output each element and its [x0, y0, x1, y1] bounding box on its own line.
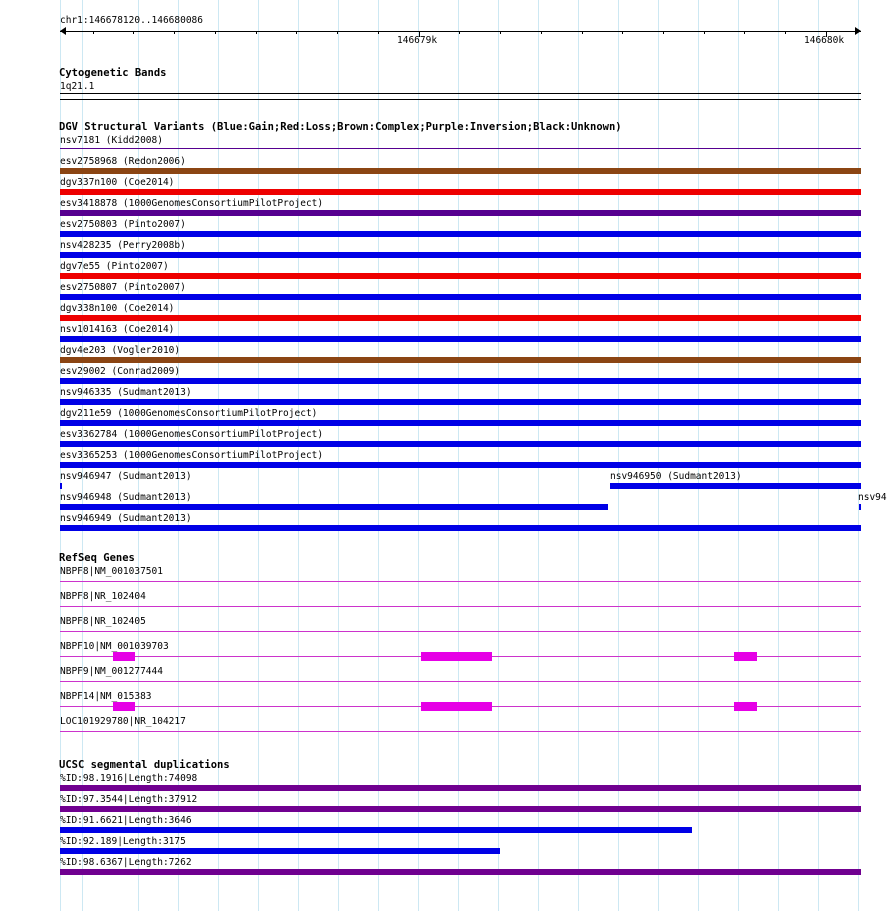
dgv-variant-label[interactable]: dgv7e55 (Pinto2007)	[60, 261, 169, 272]
refseq-gene-label[interactable]: NBPF8|NR_102405	[60, 616, 146, 627]
ruler-tick	[459, 31, 460, 34]
ruler-tick-label: 146679k	[397, 35, 438, 46]
grid-line	[698, 0, 699, 911]
ruler-tick	[500, 31, 501, 34]
dgv-variant-bar[interactable]	[60, 483, 62, 489]
refseq-gene-label[interactable]: NBPF10|NM_001039703	[60, 641, 169, 652]
ruler-position-label: chr1:146678120..146680086	[60, 15, 203, 26]
dgv-variant-label[interactable]: esv3362784 (1000GenomesConsortiumPilotProject)	[60, 429, 324, 440]
dgv-variant-label[interactable]: nsv7181 (Kidd2008)	[60, 135, 163, 146]
dgv-variant-label[interactable]: nsv94	[858, 492, 887, 503]
dgv-variant-bar[interactable]	[60, 399, 861, 405]
ruler-tick	[337, 31, 338, 34]
segdup-bar[interactable]	[60, 827, 692, 833]
segdup-label[interactable]: %ID:98.1916|Length:74098	[60, 773, 198, 784]
dgv-variant-label[interactable]: dgv338n100 (Coe2014)	[60, 303, 175, 314]
refseq-gene-label[interactable]: NBPF14|NM_015383	[60, 691, 152, 702]
ruler-tick	[744, 31, 745, 34]
ruler-tick	[174, 31, 175, 34]
grid-line	[778, 0, 779, 911]
dgv-variant-label[interactable]: nsv946335 (Sudmant2013)	[60, 387, 192, 398]
dgv-variant-label[interactable]: nsv1014163 (Coe2014)	[60, 324, 175, 335]
ruler-tick	[256, 31, 257, 34]
dgv-variant-label[interactable]: nsv946947 (Sudmant2013)	[60, 471, 192, 482]
segdup-track-title: UCSC segmental duplications	[59, 759, 230, 771]
dgv-variant-bar[interactable]	[60, 210, 861, 216]
refseq-gene-label[interactable]: NBPF9|NM_001277444	[60, 666, 163, 677]
dgv-variant-bar[interactable]	[60, 168, 861, 174]
segdup-bar[interactable]	[60, 806, 861, 812]
grid-line	[738, 0, 739, 911]
dgv-variant-bar[interactable]	[859, 504, 861, 510]
ruler-tick	[296, 31, 297, 34]
dgv-variant-bar[interactable]	[60, 357, 861, 363]
gene-intron-line[interactable]	[60, 606, 861, 607]
cytoband-label[interactable]: 1q21.1	[60, 81, 95, 92]
grid-line	[658, 0, 659, 911]
dgv-variant-bar[interactable]	[60, 252, 861, 258]
gene-exon[interactable]	[421, 702, 492, 711]
segdup-bar[interactable]	[60, 785, 861, 791]
segdup-bar[interactable]	[60, 848, 500, 854]
dgv-variant-label[interactable]: nsv946948 (Sudmant2013)	[60, 492, 192, 503]
ruler-tick	[704, 31, 705, 34]
dgv-variant-bar[interactable]	[60, 294, 861, 300]
gene-intron-line[interactable]	[60, 581, 861, 582]
grid-line	[338, 0, 339, 911]
dgv-variant-bar[interactable]	[60, 378, 861, 384]
cytoband-top-line	[60, 93, 861, 94]
segdup-label[interactable]: %ID:92.189|Length:3175	[60, 836, 186, 847]
dgv-variant-label[interactable]: esv29002 (Conrad2009)	[60, 366, 181, 377]
gene-exon[interactable]	[734, 652, 757, 661]
gene-exon[interactable]	[113, 702, 135, 711]
dgv-variant-label[interactable]: nsv946949 (Sudmant2013)	[60, 513, 192, 524]
dgv-variant-label[interactable]: nsv428235 (Perry2008b)	[60, 240, 186, 251]
gene-intron-line[interactable]	[60, 731, 861, 732]
grid-line	[458, 0, 459, 911]
dgv-variant-label[interactable]: esv2758968 (Redon2006)	[60, 156, 186, 167]
ruler-tick	[785, 31, 786, 34]
refseq-gene-label[interactable]: NBPF8|NR_102404	[60, 591, 146, 602]
grid-line	[378, 0, 379, 911]
ruler-axis	[60, 31, 861, 32]
dgv-variant-label[interactable]: esv2750807 (Pinto2007)	[60, 282, 186, 293]
segdup-bar[interactable]	[60, 869, 861, 875]
gene-exon[interactable]	[734, 702, 757, 711]
grid-line	[578, 0, 579, 911]
ruler-tick	[133, 31, 134, 34]
gene-intron-line[interactable]	[60, 631, 861, 632]
ruler-left-arrow-icon	[60, 27, 66, 35]
grid-line	[818, 0, 819, 911]
dgv-variant-label[interactable]: dgv337n100 (Coe2014)	[60, 177, 175, 188]
ruler-tick	[215, 31, 216, 34]
dgv-variant-bar[interactable]	[60, 273, 861, 279]
dgv-variant-label[interactable]: nsv946950 (Sudmant2013)	[610, 471, 742, 482]
ruler-tick	[582, 31, 583, 34]
ruler-tick	[541, 31, 542, 34]
cytoband-bottom-line	[60, 99, 861, 100]
dgv-variant-label[interactable]: esv3418878 (1000GenomesConsortiumPilotProject)	[60, 198, 324, 209]
segdup-label[interactable]: %ID:98.6367|Length:7262	[60, 857, 192, 868]
dgv-variant-bar[interactable]	[60, 462, 861, 468]
dgv-variant-label[interactable]: dgv4e203 (Vogler2010)	[60, 345, 181, 356]
grid-line	[418, 0, 419, 911]
segdup-label[interactable]: %ID:91.6621|Length:3646	[60, 815, 192, 826]
ruler-tick	[93, 31, 94, 34]
segdup-label[interactable]: %ID:97.3544|Length:37912	[60, 794, 198, 805]
dgv-variant-bar[interactable]	[60, 525, 861, 531]
refseq-gene-label[interactable]: LOC101929780|NR_104217	[60, 716, 186, 727]
gene-exon[interactable]	[113, 652, 135, 661]
ruler-tick-label: 146680k	[804, 35, 845, 46]
dgv-track-title: DGV Structural Variants (Blue:Gain;Red:Loss;Brown:Complex;Purple:Inversion;Black:Unknown)	[59, 121, 622, 133]
dgv-variant-label[interactable]: esv3365253 (1000GenomesConsortiumPilotProject)	[60, 450, 324, 461]
cytoband-track-title: Cytogenetic Bands	[59, 67, 167, 79]
ruler-tick	[378, 31, 379, 34]
dgv-variant-bar[interactable]	[60, 441, 861, 447]
dgv-variant-bar[interactable]	[60, 504, 608, 510]
gene-exon[interactable]	[421, 652, 492, 661]
dgv-variant-bar[interactable]	[60, 231, 861, 237]
refseq-track-title: RefSeq Genes	[59, 552, 135, 564]
refseq-gene-label[interactable]: NBPF8|NM_001037501	[60, 566, 163, 577]
dgv-variant-bar[interactable]	[60, 420, 861, 426]
grid-line	[858, 0, 859, 911]
ruler-right-arrow-icon	[855, 27, 861, 35]
gene-intron-line[interactable]	[60, 681, 861, 682]
ruler-tick	[622, 31, 623, 34]
dgv-variant-label[interactable]: dgv211e59 (1000GenomesConsortiumPilotProject)	[60, 408, 318, 419]
dgv-variant-bar[interactable]	[60, 315, 861, 321]
dgv-variant-label[interactable]: esv2750803 (Pinto2007)	[60, 219, 186, 230]
grid-line	[538, 0, 539, 911]
grid-line	[618, 0, 619, 911]
dgv-variant-bar[interactable]	[60, 189, 861, 195]
dgv-variant-bar[interactable]	[60, 336, 861, 342]
dgv-variant-bar[interactable]	[60, 148, 861, 149]
dgv-variant-bar[interactable]	[610, 483, 861, 489]
ruler-tick	[663, 31, 664, 34]
grid-line	[498, 0, 499, 911]
